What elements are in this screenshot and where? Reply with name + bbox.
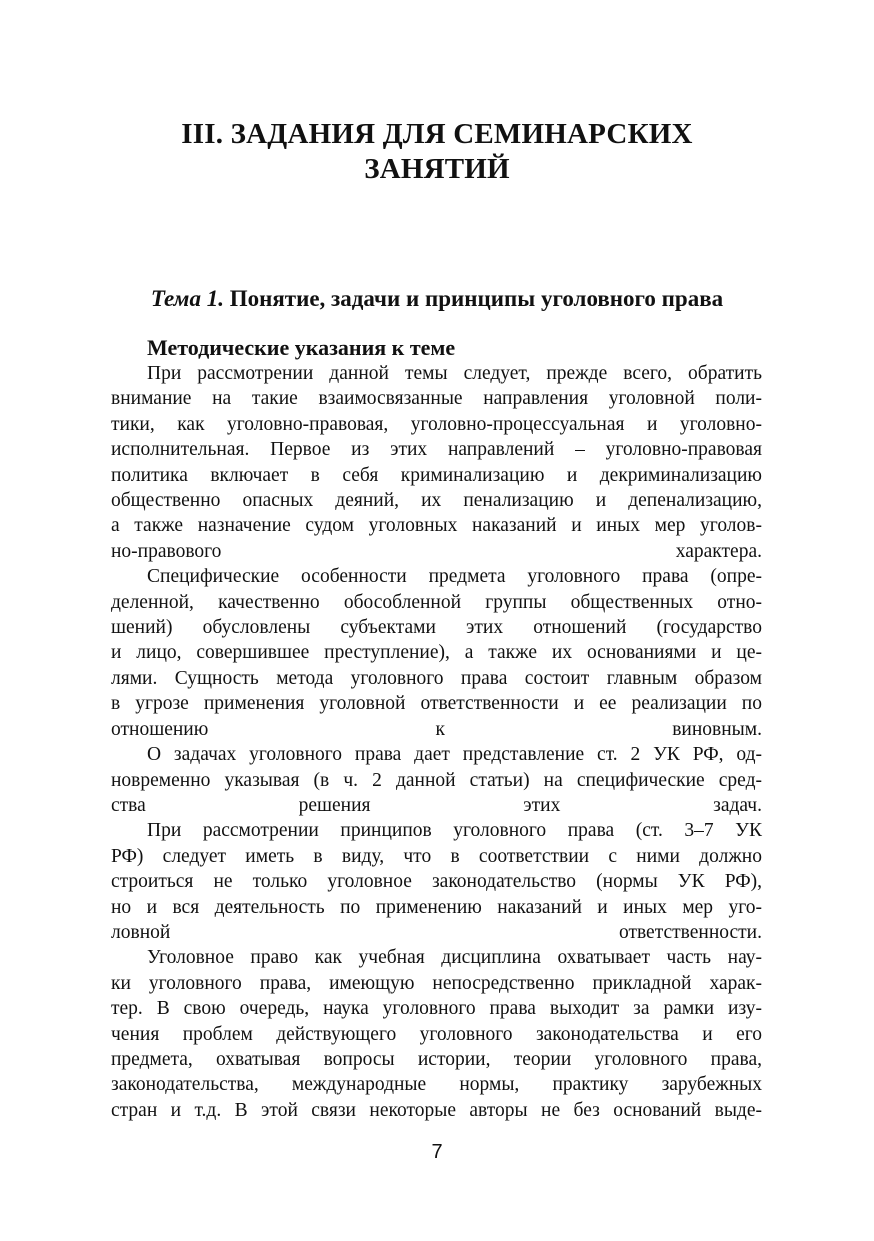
text-line: ки уголовного права, имеющую непосредственно прикладной харак- [111, 972, 762, 994]
text-line-last: но-правового характера. [111, 540, 762, 562]
text-line-last: ства решения этих задач. [111, 794, 762, 816]
text-line: чения проблем действующего уголовного законодательства и его [111, 1023, 762, 1045]
chapter-title-line-2: ЗАНЯТИЙ [364, 153, 510, 185]
text-line: и лицо, совершившее преступление), а также их основаниями и це- [111, 642, 762, 664]
text-line: политика включает в себя криминализацию и декриминализацию [111, 464, 762, 486]
text-line: исполнительная. Первое из этих направлений – уголовно-правовая [111, 439, 762, 461]
text-line: но и вся деятельность по применению наказаний и иных мер уго- [111, 896, 762, 918]
text-line: законодательства, международные нормы, практику зарубежных [111, 1074, 762, 1096]
chapter-title-line-1: III. ЗАДАНИЯ ДЛЯ СЕМИНАРСКИХ [181, 118, 693, 150]
text-line: Специфические особенности предмета уголовного права (опре- [147, 566, 762, 588]
text-line: стран и т.д. В этой связи некоторые авторы не без оснований выде- [111, 1099, 762, 1121]
text-line: внимание на такие взаимосвязанные направления уголовной поли- [111, 388, 762, 410]
text-line: тер. В свою очередь, наука уголовного права выходит за рамки изу- [111, 998, 762, 1020]
topic-label: Тема 1. [150, 286, 224, 311]
section-heading: Методические указания к теме [147, 335, 456, 360]
text-line: О задачах уголовного права дает представление ст. 2 УК РФ, од- [147, 744, 762, 766]
topic-heading [110, 284, 764, 314]
text-line: лями. Сущность метода уголовного права состоит главным образом [111, 667, 762, 689]
text-line: предмета, охватывая вопросы истории, теории уголовного права, [111, 1048, 762, 1070]
text-line: строиться не только уголовное законодательство (нормы УК РФ), [111, 871, 762, 893]
text-line-last: ловной ответственности. [111, 921, 762, 943]
paragraph [111, 361, 762, 564]
chapter-title [110, 117, 764, 187]
paragraph [111, 818, 762, 945]
text-line: а также назначение судом уголовных наказаний и иных мер уголов- [111, 515, 762, 537]
page-number: 7 [431, 1141, 443, 1163]
text-line: тики, как уголовно-правовая, уголовно-процессуальная и уголовно- [111, 413, 762, 435]
text-line: При рассмотрении принципов уголовного права (ст. 3–7 УК [147, 820, 762, 842]
text-line: Уголовное право как учебная дисциплина охватывает часть нау- [147, 947, 762, 969]
text-line: в угрозе применения уголовной ответственности и ее реализации по [111, 693, 762, 715]
paragraph [111, 742, 762, 818]
body-text [111, 361, 762, 1123]
text-line: При рассмотрении данной темы следует, прежде всего, обратить [147, 363, 762, 384]
text-line: РФ) следует иметь в виду, что в соответствии с ними должно [111, 845, 762, 867]
text-line: общественно опасных деяний, их пенализацию и депенализацию, [111, 490, 762, 512]
topic-title: Понятие, задачи и принципы уголовного права [229, 286, 724, 311]
paragraph [111, 564, 762, 742]
text-line: новременно указывая (в ч. 2 данной статьи) на специфические сред- [111, 769, 762, 791]
text-line: шений) обусловлены субъектами этих отношений (государство [111, 617, 762, 639]
paragraph [111, 945, 762, 1123]
text-line: деленной, качественно обособленной группы общественных отно- [111, 591, 762, 613]
text-line-last: отношению к виновным. [111, 718, 762, 740]
